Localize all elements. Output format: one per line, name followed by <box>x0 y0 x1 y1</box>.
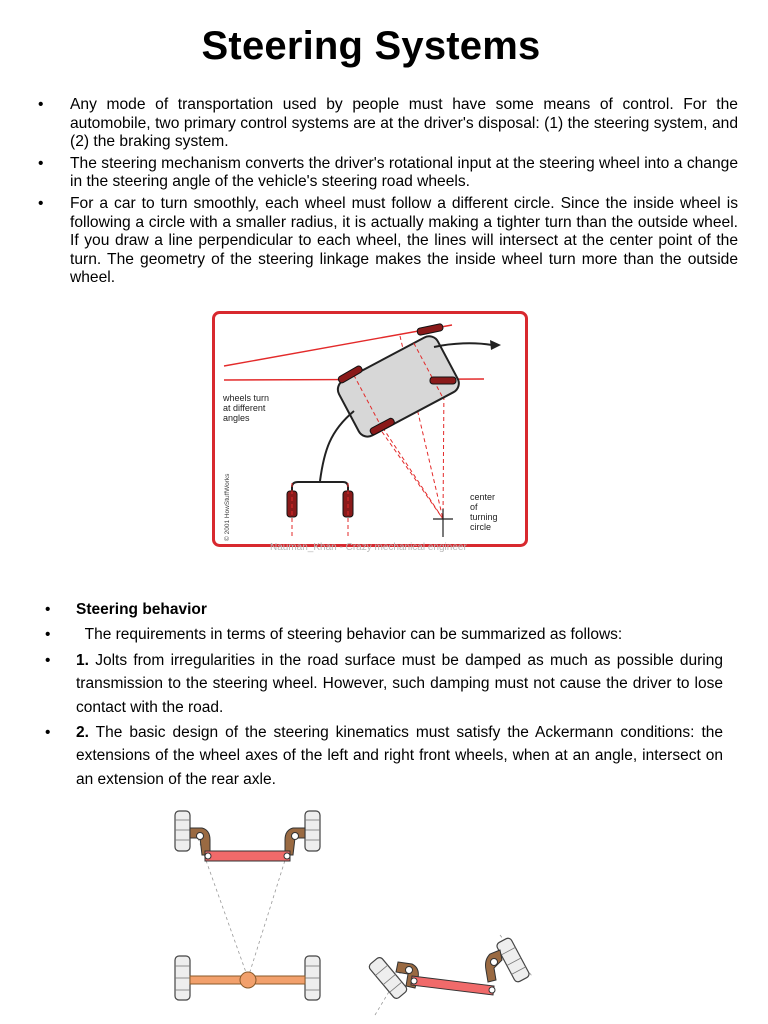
item-number: 1. <box>76 651 89 669</box>
list-item <box>45 649 723 719</box>
tie-rod-joint <box>489 987 495 993</box>
bullet-text: Any mode of transportation used by people must have some means of control. For the automobile, two primary control systems are at the driver's disposal: (1) the steering system, and (2) the braking system. <box>70 96 738 151</box>
steering-arm-turned-right <box>486 950 503 982</box>
watermark-text: Nauman_Khan - Crazy mechanical engineer <box>270 542 467 553</box>
bullet-marker: • <box>45 626 51 644</box>
list-item <box>45 623 723 646</box>
page-title: Steering Systems <box>201 24 541 68</box>
ackermann-linkage-diagram <box>160 800 560 1024</box>
front-right-wheel <box>305 811 320 851</box>
tie-rod-turned <box>411 976 494 995</box>
bullet-marker: • <box>45 724 51 742</box>
behavior-bullet-list <box>45 598 723 793</box>
bullet-marker: • <box>45 601 51 618</box>
bullet-text: The basic design of the steering kinematics must satisfy the Ackermann conditions: the extensions of the wheel axes of the left and right front wheels, when at an angle, intersect on an extension of the rear axle. <box>76 724 723 788</box>
turning-circle-diagram <box>212 311 528 547</box>
car-wheel-rear-outer <box>430 377 456 384</box>
list-item <box>38 96 738 152</box>
tie-rod-top <box>205 851 290 861</box>
rear-axle-center <box>240 972 256 988</box>
list-item <box>45 721 723 791</box>
wheels-turn-label: wheels turn at different angles <box>223 393 270 423</box>
list-item <box>38 155 738 192</box>
pivot-pin <box>197 833 204 840</box>
bullet-text: For a car to turn smoothly, each wheel must follow a different circle. Since the inside wheel is following a circle with a smaller radius, it is actually making a tighter turn than the outside wheel. If you draw a line perpendicular to each wheel, the lines will intersect at the center point of the turn. The geometry of the steering linkage makes the inside wheel turn more than the outside wheel. <box>70 194 738 287</box>
pivot-pin <box>292 833 299 840</box>
tie-rod-joint <box>205 853 211 859</box>
bullet-text: The steering mechanism converts the driver's rotational input at the steering wheel into a change in the steering angle of the vehicle's steering road wheels. <box>70 154 738 191</box>
list-item <box>38 195 738 288</box>
tie-rod-joint <box>411 978 417 984</box>
bullet-marker: • <box>38 154 44 172</box>
pivot-pin <box>406 967 413 974</box>
bullet-text: The requirements in terms of steering behavior can be summarized as follows: <box>76 626 623 644</box>
pivot-pin <box>491 959 498 966</box>
copyright-text: © 2001 HowStuffWorks <box>224 473 231 541</box>
item-number: 2. <box>76 724 89 742</box>
intro-bullet-list <box>38 96 738 291</box>
center-label: center of turning circle <box>470 492 498 532</box>
bullet-marker: • <box>45 651 51 669</box>
front-left-wheel <box>175 811 190 851</box>
bullet-marker: • <box>38 96 44 113</box>
section-heading: Steering behavior <box>76 601 207 618</box>
list-item <box>45 598 723 621</box>
bullet-marker: • <box>38 194 44 212</box>
tie-rod-joint <box>284 853 290 859</box>
bullet-text: Jolts from irregularities in the road surface must be damped as much as possible during transmission to the steering wheel. However, such damping must not cause the driver to lose contact with the road. <box>76 651 723 716</box>
